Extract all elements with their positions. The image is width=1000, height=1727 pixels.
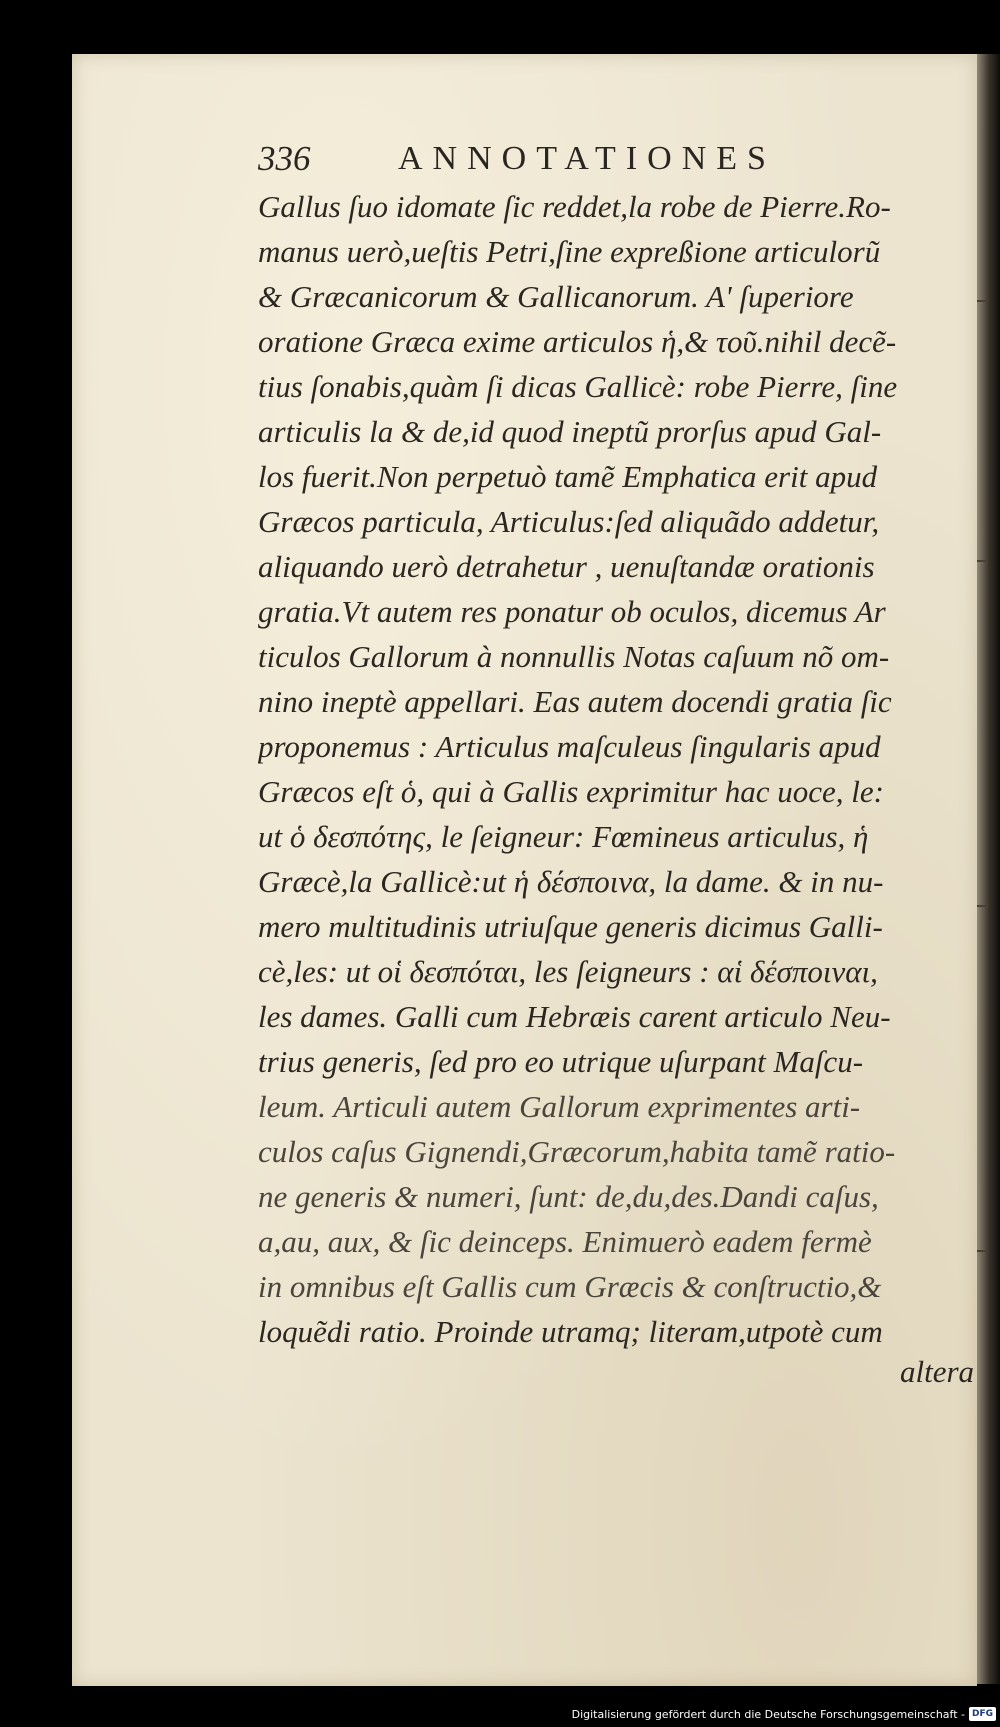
- text-line: ticulos Gallorum à nonnullis Notas caſuum nõ om-: [258, 639, 890, 674]
- catchword: altera: [900, 1354, 975, 1389]
- text-line: ut ὁ δεσπότης, le ſeigneur: Fœmineus articulus, ἡ: [258, 819, 869, 854]
- text-line: gratia.Vt autem res ponatur ob oculos, dicemus Ar: [258, 594, 886, 629]
- running-title: ANNOTATIONES: [398, 140, 776, 177]
- text-line: trius generis, ſed pro eo utrique uſurpant Maſcu-: [258, 1044, 864, 1079]
- text-line: mero multitudinis utriuſque generis dicimus Galli-: [258, 909, 883, 944]
- text-line: tius ſonabis,quàm ſi dicas Gallicè: robe Pierre, ſine: [258, 369, 898, 404]
- text-line: aliquando uerò detrahetur , uenuſtandæ orationis: [258, 549, 875, 584]
- text-line: oratione Græca exime articulos ἡ,& τοῦ.nihil decẽ-: [258, 324, 897, 359]
- text-line: & Græcanicorum & Gallicanorum. A' ſuperiore: [258, 279, 854, 314]
- text-line: manus uerò,ueſtis Petri,ſine expreßione articulorũ: [258, 234, 881, 269]
- credit-text: Digitalisierung gefördert durch die Deutsche Forschungsgemeinschaft -: [571, 1707, 965, 1721]
- page-header: [258, 136, 958, 182]
- text-line: cè,les: ut οἱ δεσπόται, les ſeigneurs : αἱ δέσποιναι,: [258, 954, 878, 989]
- text-line: Græcè,la Gallicè:ut ἡ δέσποινα, la dame. & in nu-: [258, 864, 884, 899]
- text-line: nino ineptè appellari. Eas autem docendi gratia ſic: [258, 684, 892, 719]
- text-line: Græcos particula, Articulus:ſed aliquãdo addetur,: [258, 504, 880, 539]
- digitization-credit: [572, 1704, 996, 1724]
- text-line: culos caſus Gignendi,Græcorum,habita tamẽ ratio-: [258, 1134, 896, 1169]
- text-line: ne generis & numeri, ſunt: de,du,des.Dandi caſus,: [258, 1179, 879, 1214]
- text-line: Græcos eſt ὁ, qui à Gallis exprimitur hac uoce, le:: [258, 774, 884, 809]
- text-line: in omnibus eſt Gallis cum Græcis & conſtructio,&: [258, 1269, 882, 1304]
- text-line: a,au, aux, & ſic deinceps. Enimuerò eadem fermè: [258, 1224, 872, 1259]
- text-line: Gallus ſuo idomate ſic reddet,la robe de Pierre.Ro-: [258, 189, 891, 224]
- text-line: leum. Articuli autem Gallorum exprimentes arti-: [258, 1089, 861, 1124]
- body-text: [258, 184, 964, 1354]
- dfg-logo: DFG: [969, 1707, 996, 1721]
- text-line: articulis la & de,id quod ineptũ prorſus apud Gal-: [258, 414, 882, 449]
- page-number: 336: [258, 139, 311, 178]
- text-line: los fuerit.Non perpetuò tamẽ Emphatica erit apud: [258, 459, 878, 494]
- text-line: proponemus : Articulus maſculeus ſingularis apud: [258, 729, 881, 764]
- text-line: les dames. Galli cum Hebræis carent articulo Neu-: [258, 999, 891, 1034]
- text-line: loquẽdi ratio. Proinde utramq; literam,utpotè cum: [258, 1314, 883, 1349]
